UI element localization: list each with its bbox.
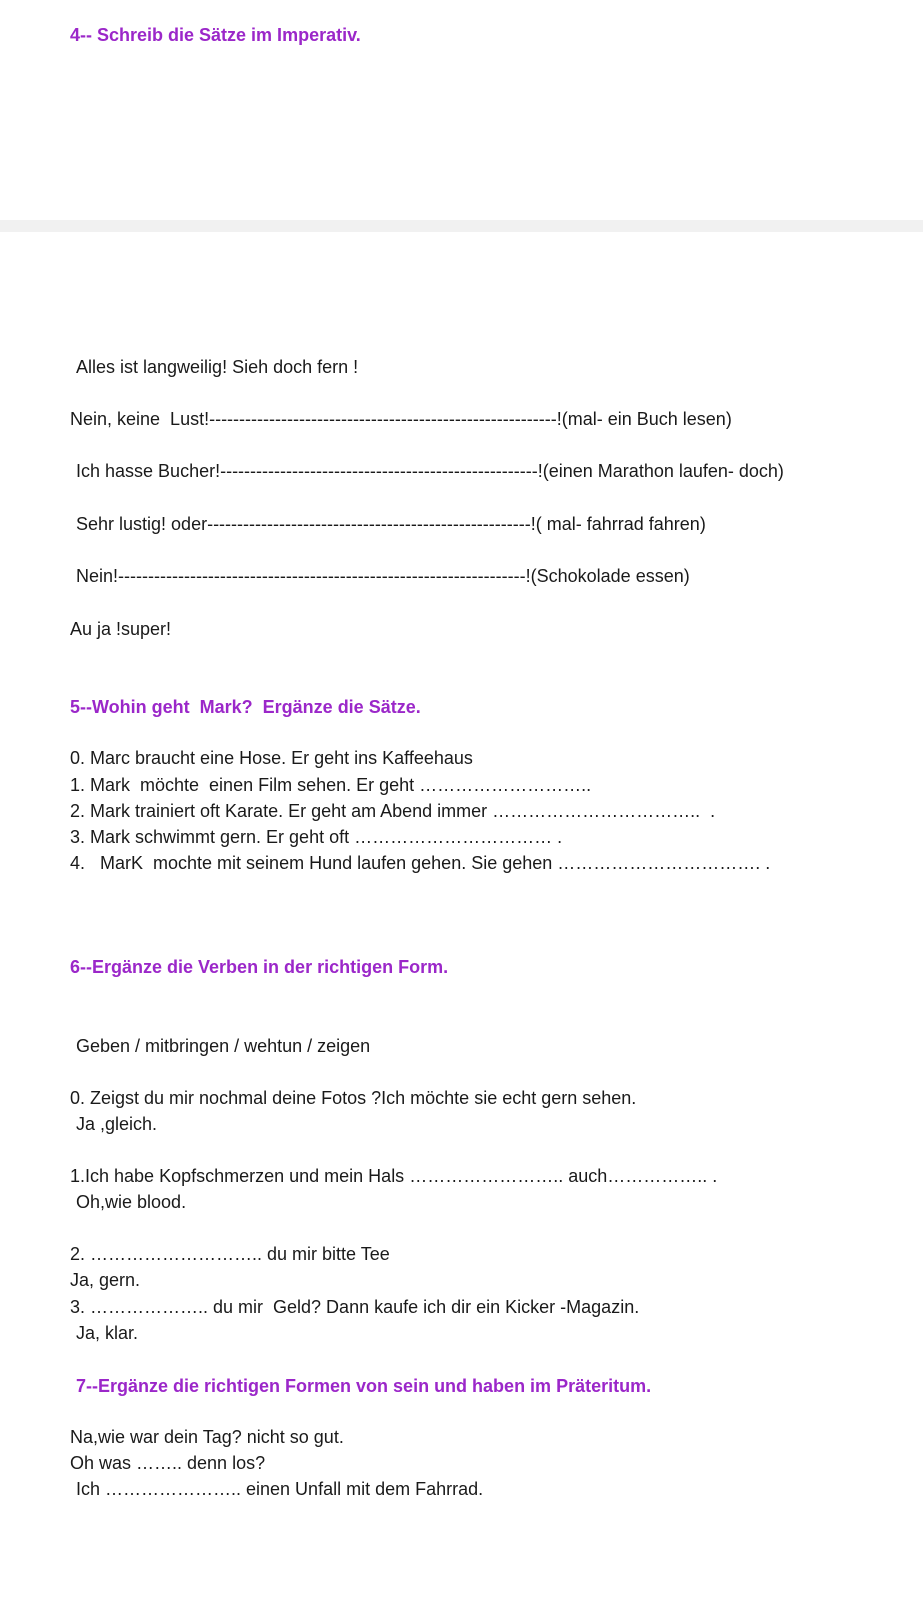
section-5-heading: 5--Wohin geht Mark? Ergänze die Sätze. (70, 697, 421, 717)
section-7-line: Oh was …….. denn los? (70, 1453, 266, 1473)
section-6-line: Oh,wie blood. (76, 1192, 187, 1212)
section-6-line: 0. Zeigst du mir nochmal deine Fotos ?Ich möchte sie echt gern sehen. (70, 1088, 637, 1108)
section-4-line: Sehr lustig! oder------------------------------------------------------!( mal- fahrrad fahren) (76, 514, 706, 534)
section-4-line: Alles ist langweilig! Sieh doch fern ! (76, 357, 359, 377)
page-divider (0, 220, 923, 232)
section-4-line: Au ja !super! (70, 619, 172, 639)
section-4-line: Nein, keine Lust!----------------------------------------------------------!(mal- ein Buch lesen) (70, 409, 732, 429)
section-6-heading: 6--Ergänze die Verben in der richtigen Form. (70, 957, 449, 977)
section-5-line: 1. Mark möchte einen Film sehen. Er geht ……………………….. (70, 775, 592, 795)
section-6-line: Ja, klar. (76, 1323, 139, 1343)
section-6-verb-list: Geben / mitbringen / wehtun / zeigen (76, 1036, 371, 1056)
section-4-line: Ich hasse Bucher!-----------------------------------------------------!(einen Marathon laufen- doch) (76, 461, 784, 481)
section-6-line: 3. ……………….. du mir Geld? Dann kaufe ich dir ein Kicker -Magazin. (70, 1297, 640, 1317)
section-4-heading: 4-- Schreib die Sätze im Imperativ. (70, 25, 361, 45)
section-7-line: Ich ………………….. einen Unfall mit dem Fahrrad. (76, 1479, 484, 1499)
section-6-line: 1.Ich habe Kopfschmerzen und mein Hals …………………….. auch…………….. . (70, 1166, 718, 1186)
section-6-line: 2. ……………………….. du mir bitte Tee (70, 1244, 390, 1264)
section-4-line: Nein!--------------------------------------------------------------------!(Schokolade essen) (76, 566, 690, 586)
section-6-line: Ja ,gleich. (76, 1114, 158, 1134)
section-7-line: Na,wie war dein Tag? nicht so gut. (70, 1427, 344, 1447)
section-5-line: 3. Mark schwimmt gern. Er geht oft …………………………… . (70, 827, 563, 847)
section-5-line: 0. Marc braucht eine Hose. Er geht ins Kaffeehaus (70, 748, 473, 768)
section-7-heading: 7--Ergänze die richtigen Formen von sein und haben im Präteritum. (76, 1376, 652, 1396)
section-5-line: 4. MarK mochte mit seinem Hund laufen gehen. Sie gehen ……………………………. . (70, 853, 771, 873)
section-6-line: Ja, gern. (70, 1270, 141, 1290)
section-5-line: 2. Mark trainiert oft Karate. Er geht am Abend immer …………………………….. . (70, 801, 716, 821)
